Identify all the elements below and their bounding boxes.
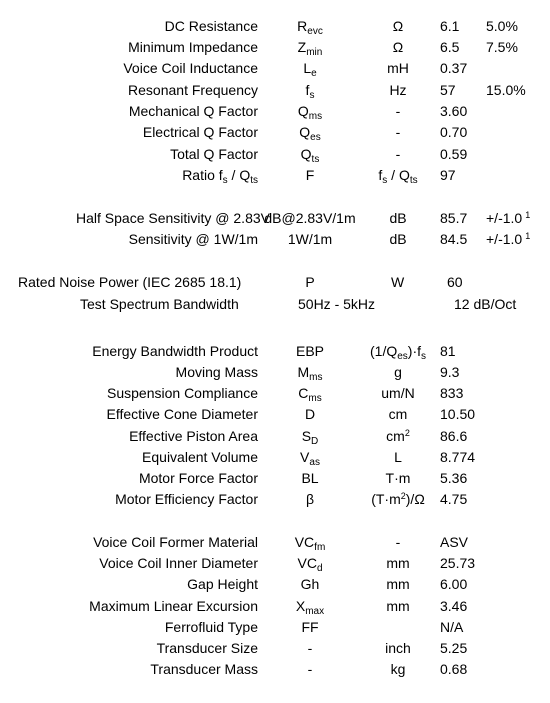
param-label: Motor Force Factor	[138, 470, 258, 486]
param-symbol: Gh	[300, 576, 320, 592]
param-value: 85.7	[440, 210, 468, 226]
param-symbol: 1W/1m	[287, 231, 333, 247]
param-value: 5.36	[440, 470, 468, 486]
param-value: 6.5	[440, 39, 460, 55]
param-unit: Ω	[392, 39, 404, 55]
param-row	[0, 659, 550, 680]
param-unit: dB	[389, 231, 407, 247]
param-symbol: $Z_{min}$	[297, 39, 323, 58]
bandwidth-range: 50Hz - 5kHz	[298, 296, 376, 312]
param-symbol: $S_D$	[301, 428, 319, 447]
param-row	[0, 596, 550, 617]
param-symbol: $L_e$	[303, 60, 317, 79]
param-symbol: $Q_{ms}$	[297, 103, 323, 122]
param-label: Sensitivity @ 1W/1m	[128, 231, 258, 247]
param-label: Minimum Impedance	[128, 39, 258, 55]
param-value: 57	[440, 82, 456, 98]
param-symbol: β	[305, 491, 315, 507]
param-unit: inch	[385, 640, 411, 656]
param-row	[0, 80, 550, 101]
param-unit: W	[391, 274, 405, 290]
param-symbol: $C_{ms}$	[298, 385, 322, 404]
param-value: 25.73	[440, 555, 476, 571]
param-unit: $cm^2$	[386, 428, 410, 444]
param-label: Effective Cone Diameter	[106, 406, 258, 422]
param-label: Test Spectrum Bandwidth	[80, 296, 239, 312]
param-symbol: -	[307, 640, 313, 656]
param-unit: kg	[390, 661, 406, 677]
param-value: 3.46	[440, 598, 468, 614]
param-value: 60	[447, 274, 463, 290]
param-row	[0, 37, 550, 58]
footnote-marker: 1	[525, 231, 531, 241]
param-value: 10.50	[440, 406, 476, 422]
param-value: 5.25	[440, 640, 468, 656]
param-row	[0, 101, 550, 122]
param-unit: $f_s / Q_{ts}$	[378, 167, 418, 186]
param-row	[0, 638, 550, 659]
param-unit: cm	[388, 406, 408, 422]
param-row	[0, 341, 550, 362]
param-symbol: EBP	[295, 343, 325, 359]
param-row	[0, 489, 550, 510]
param-tolerance: 7.5%	[486, 39, 518, 55]
param-symbol: $M_{ms}$	[297, 364, 323, 383]
param-value: 3.60	[440, 103, 468, 119]
param-symbol: BL	[301, 470, 319, 486]
param-unit: L	[394, 449, 402, 465]
param-unit: mm	[386, 555, 410, 571]
param-symbol: $f_s$	[305, 82, 315, 101]
param-unit: $(1/Q_{es})\cdot f_s$	[369, 343, 427, 362]
param-unit: -	[395, 534, 401, 550]
param-label: Resonant Frequency	[128, 82, 258, 98]
param-symbol: $Q_{es}$	[299, 124, 321, 143]
param-row	[0, 144, 550, 165]
param-label: Voice Coil Former Material	[93, 534, 258, 550]
param-row	[0, 122, 550, 143]
param-row	[0, 229, 550, 250]
param-unit: dB	[389, 210, 407, 226]
param-symbol: $VC_d$	[297, 555, 323, 574]
param-label: Voice Coil Inductance	[123, 60, 258, 76]
param-value: N/A	[440, 619, 464, 635]
param-label: Motor Efficiency Factor	[115, 491, 258, 507]
param-row	[0, 16, 550, 37]
param-label: Transducer Mass	[150, 661, 258, 677]
param-row	[0, 294, 550, 315]
param-symbol: $VC_{fm}$	[294, 534, 326, 553]
param-unit: Ω	[392, 18, 404, 34]
param-row	[0, 272, 550, 293]
param-row	[0, 468, 550, 489]
param-symbol: $R_{evc}$	[297, 18, 323, 37]
param-label: Rated Noise Power (IEC 2685 18.1)	[18, 274, 242, 290]
param-unit: T·m	[385, 470, 411, 486]
param-row	[0, 383, 550, 404]
param-tolerance: +/-1.0 $^1$	[486, 231, 531, 247]
param-value: 0.68	[440, 661, 468, 677]
param-value: 0.37	[440, 60, 468, 76]
param-unit: mm	[386, 598, 410, 614]
param-value: 86.6	[440, 428, 468, 444]
param-value: ASV	[440, 534, 469, 550]
param-unit: -	[395, 103, 401, 119]
param-label: Effective Piston Area	[129, 428, 258, 444]
param-symbol: P	[305, 274, 315, 290]
param-value: 0.70	[440, 124, 468, 140]
param-label: Transducer Size	[156, 640, 258, 656]
param-label: Ratio $f_s / Q_{ts}$	[182, 167, 258, 186]
param-row	[0, 362, 550, 383]
param-row	[0, 404, 550, 425]
param-label: Maximum Linear Excursion	[89, 598, 258, 614]
param-row-ratio	[0, 165, 550, 186]
param-row	[0, 553, 550, 574]
param-value: 97	[440, 167, 456, 183]
param-row	[0, 58, 550, 79]
param-symbol: $X_{max}$	[295, 598, 325, 617]
param-symbol: $Q_{ts}$	[300, 146, 320, 165]
param-symbol: D	[304, 406, 316, 422]
param-value: 6.00	[440, 576, 468, 592]
param-label: Equivalent Volume	[142, 449, 258, 465]
param-value: 8.774	[440, 449, 476, 465]
param-value: 6.1	[440, 18, 460, 34]
param-value: 833	[440, 385, 464, 401]
param-label: Suspension Compliance	[107, 385, 258, 401]
param-symbol: FF	[301, 619, 319, 635]
param-label: Voice Coil Inner Diameter	[99, 555, 258, 571]
bandwidth-slope: 12 dB/Oct	[454, 296, 517, 312]
param-symbol: dB@2.83V/1m	[264, 210, 356, 226]
param-label: Half Space Sensitivity @ 2.83V	[76, 210, 270, 226]
param-label: Moving Mass	[175, 364, 258, 380]
param-row	[0, 532, 550, 553]
param-unit: $(T\cdot m^2)/\Omega$	[371, 491, 425, 507]
param-row	[0, 447, 550, 468]
param-tolerance: +/-1.0 $^1$	[486, 210, 531, 226]
param-value: 4.75	[440, 491, 468, 507]
param-label: Gap Height	[187, 576, 258, 592]
param-value: 81	[440, 343, 456, 359]
param-tolerance: 5.0%	[486, 18, 518, 34]
param-tolerance: 15.0%	[486, 82, 526, 98]
param-symbol: $V_{as}$	[300, 449, 320, 468]
param-value: 84.5	[440, 231, 468, 247]
param-row	[0, 208, 550, 229]
param-value: 9.3	[440, 364, 460, 380]
param-label: DC Resistance	[164, 18, 258, 34]
param-unit: mm	[386, 576, 410, 592]
param-row	[0, 617, 550, 638]
param-label: Ferrofluid Type	[164, 619, 258, 635]
param-unit: g	[394, 364, 402, 380]
param-label: Electrical Q Factor	[142, 124, 258, 140]
param-unit: mH	[387, 60, 409, 76]
param-symbol: F	[305, 167, 315, 183]
param-unit: -	[395, 146, 401, 162]
param-unit: um/N	[381, 385, 415, 401]
footnote-marker: 1	[525, 210, 531, 220]
param-label: Total Q Factor	[170, 146, 258, 162]
param-unit: Hz	[389, 82, 407, 98]
param-symbol: -	[307, 661, 313, 677]
param-row	[0, 426, 550, 447]
param-label: Energy Bandwidth Product	[92, 343, 258, 359]
param-row	[0, 574, 550, 595]
param-unit: -	[395, 124, 401, 140]
param-value: 0.59	[440, 146, 468, 162]
param-label: Mechanical Q Factor	[128, 103, 258, 119]
